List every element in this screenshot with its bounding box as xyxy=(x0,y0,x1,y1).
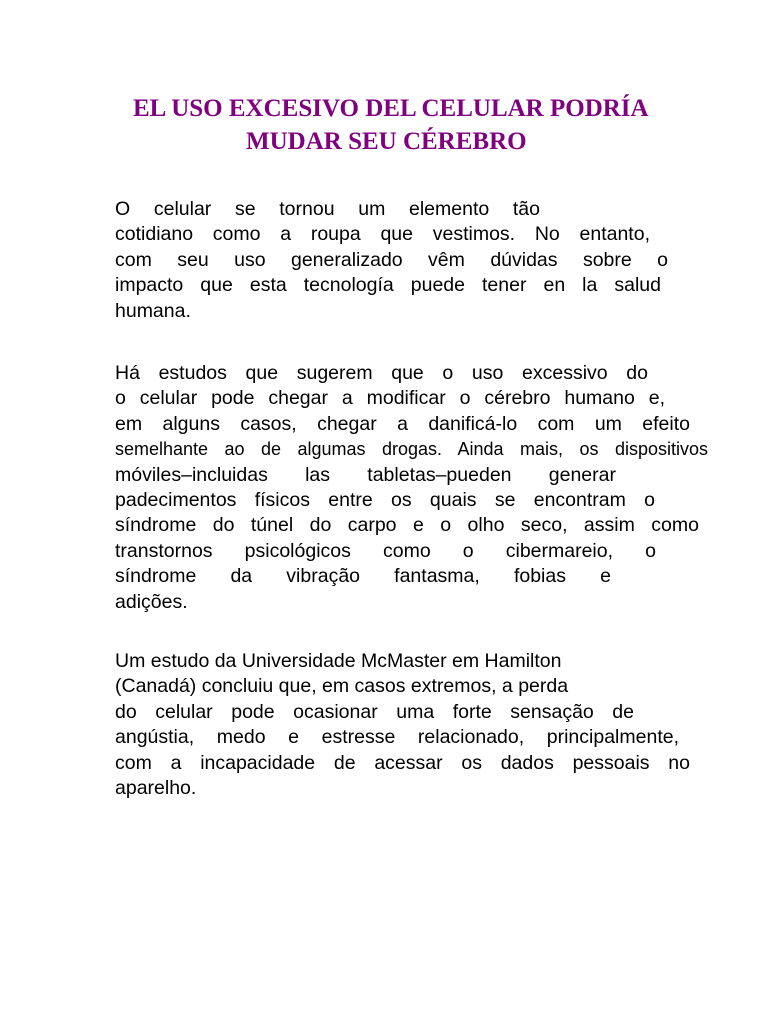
title-line: EL USO EXCESIVO DEL CELULAR PODRÍA xyxy=(133,95,649,122)
paragraph-line: síndrome da vibração fantasma, fobias e xyxy=(115,565,611,588)
paragraph-line: O celular se tornou um elemento tão xyxy=(115,198,540,220)
paragraph-line: humana. xyxy=(115,299,191,322)
paragraph-line: Um estudo da Universidade McMaster em Hamilton xyxy=(115,650,562,672)
paragraph-line: adições. xyxy=(115,590,188,613)
paragraph-line: semelhante ao de algumas drogas. Ainda mais, os dispositivos xyxy=(115,439,708,460)
paragraph-line: o celular pode chegar a modificar o cérebro humano e, xyxy=(115,387,665,410)
paragraph-line: com a incapacidade de acessar os dados pessoais no xyxy=(115,751,690,774)
paragraph-line: impacto que esta tecnología puede tener en la salud xyxy=(115,274,661,297)
paragraph-line: com seu uso generalizado vêm dúvidas sobre o xyxy=(115,248,668,271)
paragraph-line: (Canadá) concluiu que, em casos extremos, a perda xyxy=(115,675,569,698)
paragraph-line: em alguns casos, chegar a danificá-lo com um efeito xyxy=(115,412,690,435)
paragraph-mcmaster xyxy=(115,649,695,801)
paragraph-line: Há estudos que sugerem que o uso excessivo do xyxy=(115,362,648,384)
paragraph-line: do celular pode ocasionar uma forte sensação de xyxy=(115,700,634,723)
document-title xyxy=(100,92,740,158)
paragraph-line: aparelho. xyxy=(115,777,197,800)
paragraph-line: cotidiano como a roupa que vestimos. No entanto, xyxy=(115,223,650,246)
paragraph-line: síndrome do túnel do carpo e o olho seco, assim como xyxy=(115,514,699,537)
paragraph-line: padecimentos físicos entre os quais se encontram o xyxy=(115,489,655,512)
paragraph-line: transtornos psicológicos como o cibermareio, o xyxy=(115,539,656,562)
paragraph-line: móviles–incluidas las tabletas–pueden generar xyxy=(115,463,616,486)
paragraph-intro xyxy=(115,197,695,324)
paragraph-studies xyxy=(115,361,708,615)
paragraph-line: angústia, medo e estresse relacionado, principalmente, xyxy=(115,726,679,749)
title-line: MUDAR SEU CÉREBRO xyxy=(246,128,527,155)
